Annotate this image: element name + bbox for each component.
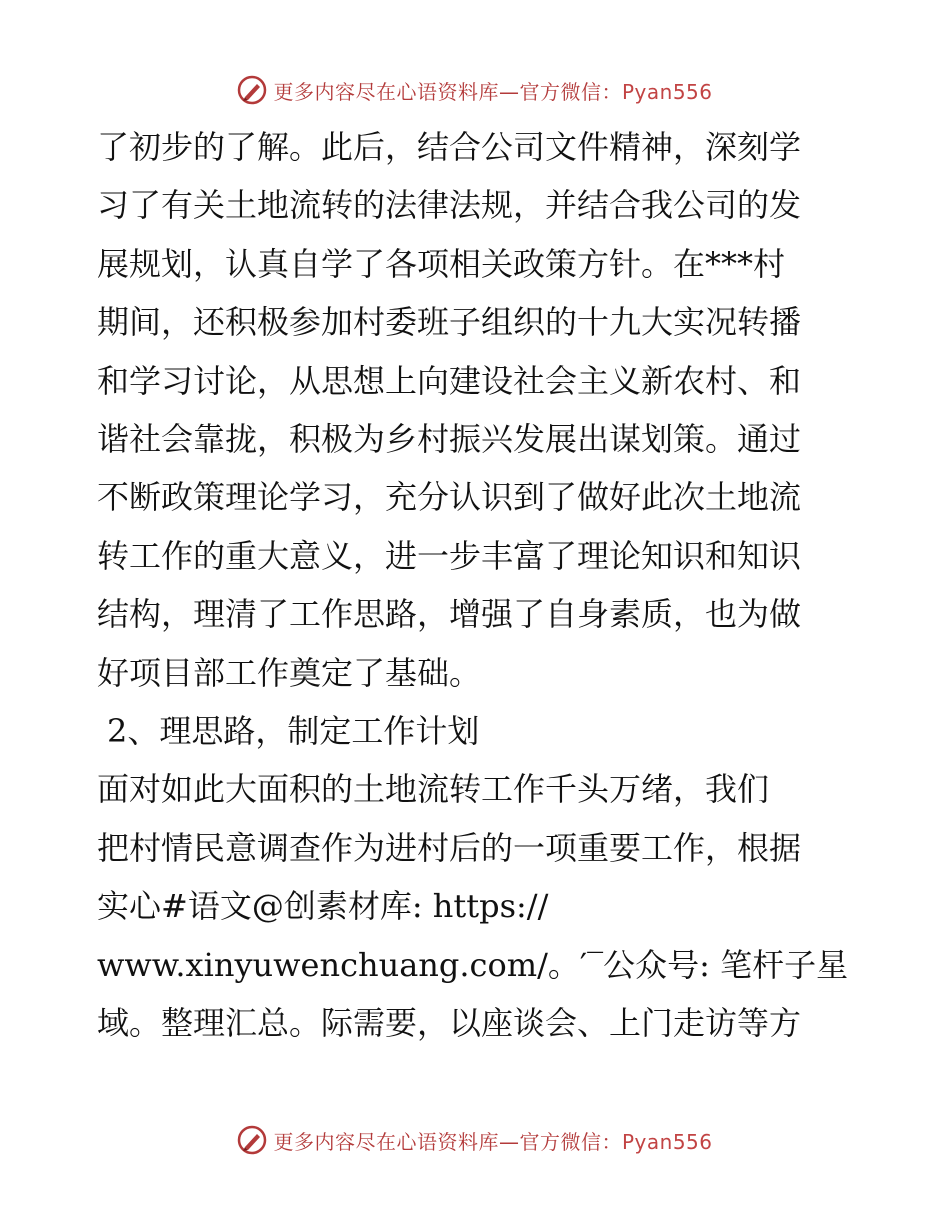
pen-logo-icon [237,75,267,105]
line: 域。整理汇总。际需要，以座谈会、上门走访等方 [97,1004,802,1043]
section-heading: 2、理思路，制定工作计划 [107,712,480,751]
line: www.xinyuwenchuang.com/。′‾公众号: 笔杆子星 [97,945,849,984]
line: 和学习讨论，从思想上向建设社会主义新农村、和 [97,361,802,400]
header-watermark [0,70,950,110]
line: 不断政策理论学习，充分认识到了做好此次土地流 [97,478,802,517]
line: 谐社会靠拢，积极为乡村振兴发展出谋划策。通过 [97,420,802,459]
line: 实心#语文@创素材库: https:// [97,887,549,926]
line: 转工作的重大意义，进一步丰富了理论知识和知识 [97,536,802,575]
document-body [97,118,853,1053]
paragraph-2 [97,760,853,1052]
footer-watermark [0,1120,950,1160]
line: 了初步的了解。此后，结合公司文件精神，深刻学 [97,128,802,166]
line: 面对如此大面积的土地流转工作千头万绪，我们 [97,770,770,809]
pen-logo-icon [237,1125,267,1155]
paragraph-1 [97,118,853,702]
line: 结构，理清了工作思路，增强了自身素质，也为做 [97,595,802,634]
line: 好项目部工作奠定了基础。 [97,653,482,692]
line: 展规划，认真自学了各项相关政策方针。在***村 [97,244,786,283]
line: 期间，还积极参加村委班子组织的十九大实况转播 [97,303,802,342]
line: 把村情民意调查作为进村后的一项重要工作，根据 [97,828,802,867]
watermark-text: 更多内容尽在心语资料库—官方微信：Pyan556 [273,1129,713,1154]
watermark-text: 更多内容尽在心语资料库—官方微信：Pyan556 [273,79,713,104]
line: 习了有关土地流转的法律法规，并结合我公司的发 [97,186,802,225]
